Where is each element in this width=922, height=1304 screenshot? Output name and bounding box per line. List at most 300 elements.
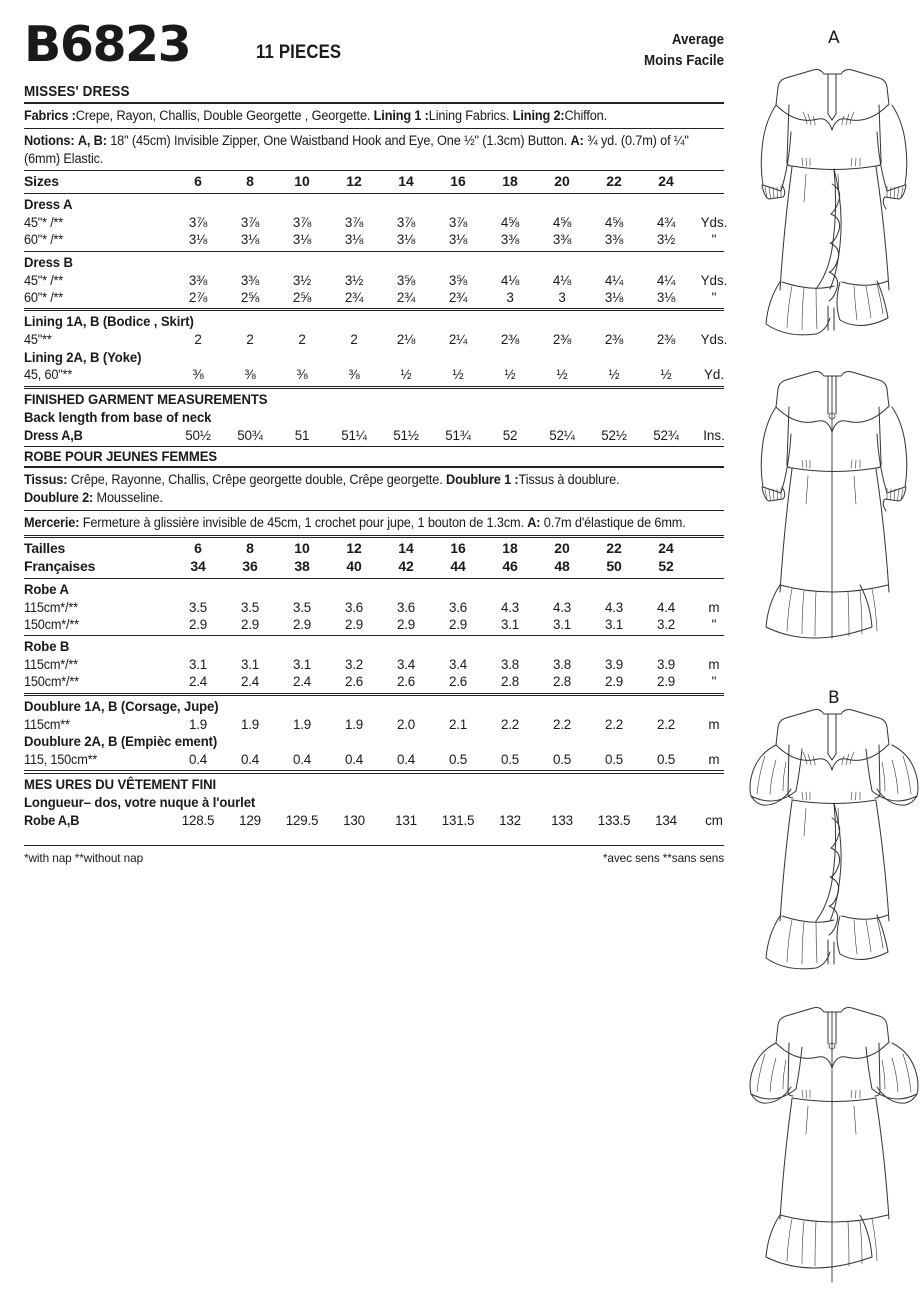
value-cell: 2.8 [500,674,519,690]
sizes-label: Sizes [24,173,59,190]
mercerie-label: Mercerie: [24,514,80,530]
francaises-row [24,558,736,576]
value-cell: 2 [194,332,202,348]
row-label: 150cm*/** [24,674,79,690]
divider-under-dress-a [24,251,724,252]
value-cell: 3⅛ [188,232,208,248]
doublure2-text: Mousseline. [96,490,163,506]
value-cell: 2.9 [344,617,363,633]
value-cell: ⅜ [192,367,204,383]
value-cell: 4¼ [604,272,624,288]
value-cell: 2.4 [240,674,259,690]
value-cell: ½ [608,367,620,383]
divider-under-robe-b [24,693,724,697]
table-row [24,272,736,289]
dress-a-back-drawing [746,354,922,684]
size-cell: 22 [606,540,622,557]
size-cell: 42 [398,558,414,575]
value-cell: 2.8 [552,674,571,690]
value-cell: ⅜ [348,367,360,383]
unit-cell: " [711,674,717,690]
value-cell: 2.2 [656,717,675,733]
divider-under-notions [24,170,724,171]
value-cell: 129.5 [285,812,319,828]
value-cell: 2⅝ [292,289,312,305]
value-cell: 2⅜ [552,332,572,348]
value-cell: 3½ [656,232,676,248]
footnote-right: *avec sens **sans sens [602,850,724,865]
mercerie-a-text: 0.7m d'élastique de 6mm. [543,514,686,530]
size-cell: 38 [294,558,310,575]
value-cell: 2.6 [344,674,363,690]
value-cell: 3⅛ [396,232,416,248]
unit-cell [692,558,736,576]
size-cell: 48 [554,558,570,575]
value-cell: 3.1 [552,617,571,633]
value-cell: 2.9 [396,617,415,633]
value-cell: 2.9 [292,617,311,633]
value-cell: 2.4 [292,674,311,690]
value-cell: 1.9 [292,717,311,733]
size-cell: 6 [194,540,202,557]
section-title-dress-a: Dress A [24,197,73,213]
value-cell: 50½ [185,428,211,444]
value-cell: 3.9 [604,657,623,673]
doublure1-text: Tissus à doublure. [518,472,620,488]
value-cell: 4¾ [656,215,676,231]
row-label: Dress A,B [24,428,83,444]
value-cell: 3.8 [552,657,571,673]
value-cell: 3⅜ [604,232,624,248]
value-cell: 52¾ [653,428,679,444]
unit-cell [692,540,736,558]
lining2-label: Lining 2: [512,108,565,123]
garment-title: MISSES' DRESS [24,84,130,100]
value-cell: 3½ [292,272,312,288]
value-cell: 2.1 [448,717,467,733]
value-cell: 133 [551,812,573,828]
robe-a-table [24,599,736,633]
divider-under-title [24,102,724,104]
value-cell: 131.5 [441,812,475,828]
value-cell: 3.6 [396,600,415,616]
value-cell: 2¾ [448,289,468,305]
value-cell: 4.3 [604,600,623,616]
value-cell: 4⅝ [500,215,520,231]
sizes-header-row [24,173,736,191]
illustration-dress-b-back [746,1004,922,1304]
unit-cell: cm [705,812,723,828]
tissus-text: Crêpe, Rayonne, Challis, Crêpe georgette double, Crêpe georgette. [70,472,443,488]
size-cell: 10 [294,540,310,557]
tissus-line [24,471,689,507]
french-sizes-table [24,540,736,576]
value-cell: 0.4 [240,752,259,768]
table-row [24,214,736,231]
value-cell: 4¼ [656,272,676,288]
divider-under-french-title [24,466,724,468]
value-cell: 2⅜ [656,332,676,348]
value-cell: 3⅛ [292,232,312,248]
table-row [24,616,736,633]
value-cell: 50¾ [237,428,263,444]
value-cell: ½ [504,367,516,383]
value-cell: 4⅝ [604,215,624,231]
illustration-column [746,24,922,1304]
illustration-dress-a-back [746,354,922,684]
row-label: 115cm** [24,717,70,733]
divider-under-tailles [24,578,724,579]
divider-under-dress-b [24,308,724,312]
header-row [24,16,724,84]
value-cell: 3⅞ [188,215,208,231]
size-cell: 10 [294,173,310,190]
unit-cell: Ins. [703,428,725,444]
lining1-text: Lining Fabrics. [428,108,510,123]
size-cell: 22 [606,173,622,190]
value-cell: 2.9 [448,617,467,633]
value-cell: 2.9 [656,674,675,690]
value-cell: 4⅛ [500,272,520,288]
unit-cell: Yds. [700,215,728,231]
size-cell: 8 [246,173,254,190]
value-cell: 4.3 [552,600,571,616]
finished-measurements-title: FINISHED GARMENT MEASUREMENTS [24,392,268,408]
row-label: 115, 150cm** [24,752,98,768]
value-cell: 1.9 [344,717,363,733]
size-cell: 36 [242,558,258,575]
row-label: 45, 60"** [24,367,73,383]
value-cell: 0.4 [344,752,363,768]
row-label: 45"** [24,332,52,348]
notions-a-text: ¾ yd. (0.7m) of ¼" (6mm) Elastic. [24,132,689,166]
value-cell: 130 [343,812,365,828]
value-cell: 2.6 [448,674,467,690]
size-cell: 16 [450,173,466,190]
value-cell: 0.4 [188,752,207,768]
section-title-robe-b: Robe B [24,639,70,655]
value-cell: 3⅞ [448,215,468,231]
value-cell: 4.3 [500,600,519,616]
section-title-doublure-1: Doublure 1A, B (Corsage, Jupe) [24,699,219,715]
value-cell: 2.4 [188,674,207,690]
table-row [24,751,736,768]
value-cell: 2 [350,332,358,348]
value-cell: 2¾ [344,289,364,305]
value-cell: 2⅜ [604,332,624,348]
doublure-2-table [24,751,736,768]
value-cell: 2 [246,332,254,348]
value-cell: 3⅝ [448,272,468,288]
unit-cell: Yds. [700,332,728,348]
value-cell: 134 [655,812,677,828]
value-cell: 3.1 [240,657,259,673]
value-cell: 3⅜ [188,272,208,288]
size-cell: 18 [502,540,518,557]
size-cell: 12 [346,540,362,557]
value-cell: ⅜ [244,367,256,383]
value-cell: 3⅜ [240,272,260,288]
value-cell: 128.5 [181,812,215,828]
fabrics-text: Crepe, Rayon, Challis, Double Georgette , Georgette. [75,108,371,123]
value-cell: 52 [502,428,518,444]
value-cell: 132 [499,812,521,828]
value-cell: 2.2 [604,717,623,733]
notions-ab-label: A, B: [77,132,107,148]
doublure1-label: Doublure 1 : [446,472,519,488]
tailles-row [24,540,736,558]
value-cell: 3⅞ [240,215,260,231]
view-label-a: A [828,28,840,48]
row-label: 45"* /** [24,272,64,288]
value-cell: 3⅞ [292,215,312,231]
divider-under-tissus [24,510,724,511]
value-cell: 51 [294,428,310,444]
value-cell: 51½ [393,428,419,444]
size-cell: 50 [606,558,622,575]
value-cell: 3.4 [448,657,467,673]
row-label: 115cm*/** [24,600,78,616]
lining-2-table [24,366,736,383]
value-cell: 3.1 [188,657,207,673]
value-cell: 51¼ [341,428,367,444]
english-yardage-table [24,173,736,191]
size-cell: 16 [450,540,466,557]
text-column [24,16,728,865]
unit-cell: m [708,717,720,733]
value-cell: 3 [558,289,566,305]
value-cell: 3⅛ [604,289,624,305]
value-cell: 2⅝ [240,289,260,305]
value-cell: 2.9 [240,617,259,633]
value-cell: 2¾ [396,289,416,305]
size-cell: 52 [658,558,674,575]
value-cell: 3.5 [188,600,207,616]
table-row [24,716,736,733]
size-cell: 8 [246,540,254,557]
footnote-left: *with nap **without nap [24,850,144,865]
tissus-label: Tissus: [24,472,68,488]
finished-measurements-table-fr [24,812,736,829]
notions-line [24,132,689,168]
difficulty-english: Average [671,32,724,48]
finished-measurements-title-fr: MES URES DU VÊTEMENT FINI [24,776,217,792]
row-label: 60"* /** [24,289,64,305]
value-cell: 3½ [344,272,364,288]
finished-measurements-subtitle: Back length from base of neck [24,410,212,426]
unit-cell: " [711,289,717,305]
unit-cell: m [708,657,720,673]
size-cell: 20 [554,173,570,190]
view-label-b: B [828,688,840,708]
value-cell: 2¼ [448,332,468,348]
footnotes [24,845,724,865]
divider-under-sizes [24,193,724,194]
size-cell: 46 [502,558,518,575]
value-cell: 3⅞ [344,215,364,231]
fabrics-line [24,107,689,125]
value-cell: 0.5 [656,752,675,768]
table-row [24,366,736,383]
section-title-robe-a: Robe A [24,582,69,598]
illustration-dress-b-front [746,684,922,1004]
unit-cell: Yds. [700,272,728,288]
fabrics-label: Fabrics : [24,108,76,123]
divider-under-mercerie [24,535,724,539]
pattern-number: B6823 [24,16,191,73]
unit-cell: m [708,752,720,768]
divider-under-linings [24,386,724,390]
value-cell: 1.9 [188,717,207,733]
value-cell: 2⅛ [396,332,416,348]
mercerie-line [24,514,689,532]
value-cell: 3.1 [292,657,311,673]
mercerie-a-label: A: [527,514,541,530]
lining-1-table [24,331,736,348]
value-cell: ½ [452,367,464,383]
unit-cell: Yd. [703,367,725,383]
value-cell: 2.9 [188,617,207,633]
robe-b-table [24,656,736,690]
value-cell: 3.1 [500,617,519,633]
value-cell: 51¾ [445,428,471,444]
divider-above-footnotes [24,845,724,846]
value-cell: 0.5 [500,752,519,768]
piece-count: 11 PIECES [256,42,342,63]
value-cell: 52¼ [549,428,575,444]
divider-under-robe-a [24,635,724,636]
finished-measurements-table-en [24,427,736,444]
size-cell: 18 [502,173,518,190]
table-row [24,599,736,616]
dress-a-front-drawing [746,24,922,354]
lining1-label: Lining 1 : [373,108,429,123]
value-cell: 3.6 [344,600,363,616]
unit-cell: " [711,617,717,633]
value-cell: 2.2 [500,717,519,733]
size-cell: 34 [190,558,206,575]
value-cell: 133.5 [597,812,631,828]
value-cell: 131 [395,812,417,828]
value-cell: 2⅞ [188,289,208,305]
value-cell: 2.6 [396,674,415,690]
value-cell: 2⅜ [500,332,520,348]
value-cell: 0.4 [396,752,415,768]
row-label: 45"* /** [24,215,64,231]
row-label: 60"* /** [24,232,64,248]
value-cell: 3⅛ [344,232,364,248]
size-cell: 24 [658,540,674,557]
value-cell: 4.4 [656,600,675,616]
value-cell: 3.2 [656,617,675,633]
value-cell: 3⅜ [552,232,572,248]
size-cell: 6 [194,173,202,190]
value-cell: 3.5 [292,600,311,616]
value-cell: 0.5 [604,752,623,768]
value-cell: 3.5 [240,600,259,616]
value-cell: 3.1 [604,617,623,633]
value-cell: 3⅞ [396,215,416,231]
unit-cell [692,173,736,191]
value-cell: 3⅛ [656,289,676,305]
dress-b-front-drawing [746,684,922,1004]
doublure-1-table [24,716,736,733]
mercerie-text: Fermeture à glissière invisible de 45cm, 1 crochet pour jupe, 1 bouton de 1.3cm. [82,514,524,530]
unit-cell: " [711,232,717,248]
size-cell: 14 [398,173,414,190]
difficulty-french: Moins Facile [643,53,724,70]
value-cell: 4⅛ [552,272,572,288]
notions-a-label: A: [570,132,584,148]
doublure2-label: Doublure 2: [24,490,94,506]
value-cell: 52½ [601,428,627,444]
value-cell: 0.5 [552,752,571,768]
value-cell: 129 [239,812,261,828]
value-cell: 2.9 [604,674,623,690]
size-cell: 14 [398,540,414,557]
row-label: Robe A,B [24,812,80,828]
size-cell: 20 [554,540,570,557]
illustration-dress-a-front [746,24,922,354]
value-cell: 1.9 [240,717,259,733]
tailles-label: Tailles [24,540,66,557]
unit-cell: m [708,600,720,616]
value-cell: 3⅛ [240,232,260,248]
row-label: 150cm*/** [24,617,79,633]
section-title-doublure-2: Doublure 2A, B (Empièc ement) [24,734,218,750]
value-cell: 3⅛ [448,232,468,248]
table-row [24,331,736,348]
value-cell: 3⅜ [500,232,520,248]
row-label: 115cm*/** [24,657,78,673]
table-row [24,231,736,248]
value-cell: 2 [298,332,306,348]
size-cell: 40 [346,558,362,575]
table-row [24,289,736,306]
value-cell: 3.8 [500,657,519,673]
size-cell: 12 [346,173,362,190]
difficulty-block [644,30,724,72]
table-row [24,427,736,444]
value-cell: ⅜ [296,367,308,383]
section-title-lining-2: Lining 2A, B (Yoke) [24,349,142,365]
value-cell: 2.2 [552,717,571,733]
finished-measurements-subtitle-fr: Longueur– dos, votre nuque à l'ourlet [24,794,256,810]
value-cell: 3⅝ [396,272,416,288]
section-title-lining-1: Lining 1A, B (Bodice , Skirt) [24,314,194,330]
value-cell: 3.2 [344,657,363,673]
dress-a-table [24,214,736,248]
divider-under-fabrics [24,128,724,129]
dress-b-table [24,272,736,306]
size-cell: 44 [450,558,466,575]
divider-above-french [24,446,724,447]
size-cell: 24 [658,173,674,190]
lining2-text: Chiffon. [564,108,607,123]
value-cell: 0.5 [448,752,467,768]
value-cell: 3.6 [448,600,467,616]
table-row [24,656,736,673]
value-cell: ½ [660,367,672,383]
value-cell: 3.9 [656,657,675,673]
value-cell: 3 [506,289,514,305]
notions-label: Notions: [24,132,75,148]
value-cell: 3.4 [396,657,415,673]
value-cell: ½ [400,367,412,383]
section-title-dress-b: Dress B [24,254,73,270]
value-cell: 0.4 [292,752,311,768]
francaises-label: Françaises [24,558,96,575]
